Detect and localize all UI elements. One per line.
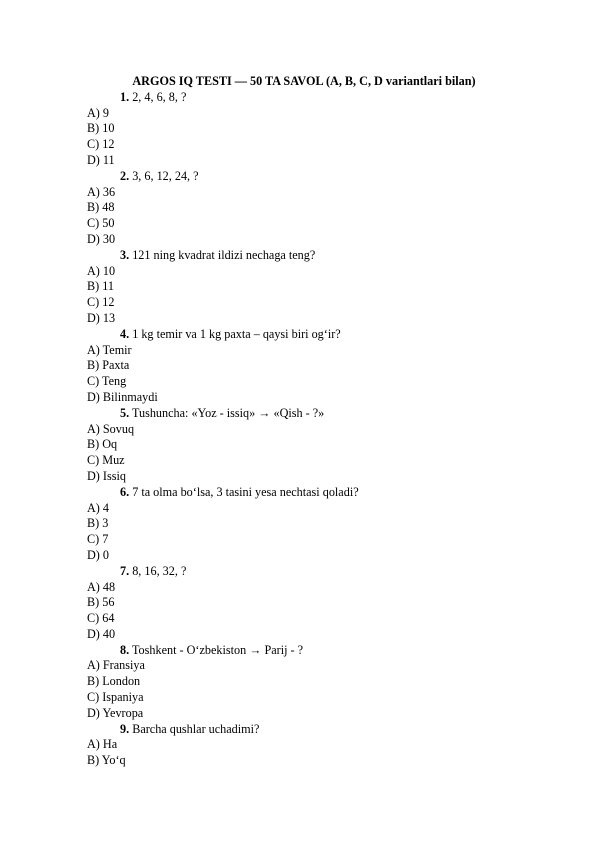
answer-option: A) 48 [87, 579, 116, 594]
answer-option: C) Ispaniya [87, 690, 144, 705]
answer-option: C) 12 [87, 295, 115, 310]
answer-option: B) 48 [87, 200, 115, 215]
question-body: 121 ning kvadrat ildizi nechaga teng? [132, 247, 316, 262]
answer-option: C) Muz [87, 453, 125, 468]
answer-option: C) 50 [87, 216, 115, 231]
question-block [87, 485, 557, 564]
answer-option: A) 10 [87, 263, 116, 278]
answer-option: D) 13 [87, 310, 116, 325]
answer-option: B) Yo‘q [87, 753, 126, 768]
answer-option: A) Sovuq [87, 421, 135, 436]
question-body: 3, 6, 12, 24, ? [132, 168, 199, 183]
question-text [120, 564, 557, 580]
question-block [87, 722, 557, 769]
answer-option: A) Temir [87, 342, 132, 357]
answer-option: B) Paxta [87, 358, 130, 373]
question-number: 6. [120, 484, 130, 499]
question-text [120, 485, 557, 501]
question-body: 7 ta olma bo‘lsa, 3 tasini yesa nechtasi qoladi? [132, 484, 359, 499]
question-number: 4. [120, 326, 130, 341]
question-text [120, 643, 557, 659]
question-number: 7. [120, 563, 130, 578]
answer-option: B) 3 [87, 516, 109, 531]
question-block [87, 169, 557, 248]
answer-option: A) Ha [87, 737, 118, 752]
question-text [120, 722, 557, 738]
answer-option: D) Issiq [87, 468, 126, 483]
answer-option: D) 0 [87, 547, 110, 562]
question-number: 9. [120, 721, 130, 736]
question-block [87, 248, 557, 327]
question-text [120, 169, 557, 185]
document-body [87, 74, 557, 769]
answer-option: B) 11 [87, 279, 114, 294]
question-block [87, 327, 557, 406]
answer-option: C) 7 [87, 532, 109, 547]
question-body: Tushuncha: «Yoz - issiq» → «Qish - ?» [131, 405, 325, 420]
answer-option: A) 4 [87, 500, 110, 515]
question-body: 2, 4, 6, 8, ? [132, 89, 187, 104]
answer-option: A) Fransiya [87, 658, 145, 673]
answer-option: D) 40 [87, 626, 116, 641]
question-body: 1 kg temir va 1 kg paxta – qaysi biri og‘ir? [132, 326, 341, 341]
question-number: 5. [120, 405, 130, 420]
answer-option: D) 11 [87, 152, 115, 167]
answer-option: D) Bilinmaydi [87, 389, 158, 404]
question-block [87, 90, 557, 169]
question-block [87, 406, 557, 485]
question-number: 2. [120, 168, 130, 183]
question-text [120, 90, 557, 106]
question-body: Barcha qushlar uchadimi? [132, 721, 260, 736]
question-block [87, 643, 557, 722]
document-title [120, 74, 557, 90]
answer-option: D) Yevropa [87, 705, 144, 720]
answer-option: C) Teng [87, 374, 127, 389]
question-text [120, 327, 557, 343]
question-number: 3. [120, 247, 130, 262]
title-text: ARGOS IQ TESTI — 50 TA SAVOL (A, B, C, D variantlari bilan) [132, 74, 476, 88]
question-body: Toshkent - O‘zbekiston → Parij - ? [131, 642, 304, 657]
answer-option: B) 56 [87, 595, 115, 610]
answer-option: C) 12 [87, 137, 115, 152]
question-body: 8, 16, 32, ? [132, 563, 187, 578]
answer-option: A) 36 [87, 184, 116, 199]
question-number: 1. [120, 89, 130, 104]
question-number: 8. [120, 642, 130, 657]
answer-option: D) 30 [87, 231, 116, 246]
question-block [87, 564, 557, 643]
question-text [120, 248, 557, 264]
answer-option: C) 64 [87, 611, 115, 626]
answer-option: B) 10 [87, 121, 115, 136]
question-list [87, 90, 557, 769]
answer-option: A) 9 [87, 105, 110, 120]
question-text [120, 406, 557, 422]
answer-option: B) Oq [87, 437, 118, 452]
answer-option: B) London [87, 674, 141, 689]
